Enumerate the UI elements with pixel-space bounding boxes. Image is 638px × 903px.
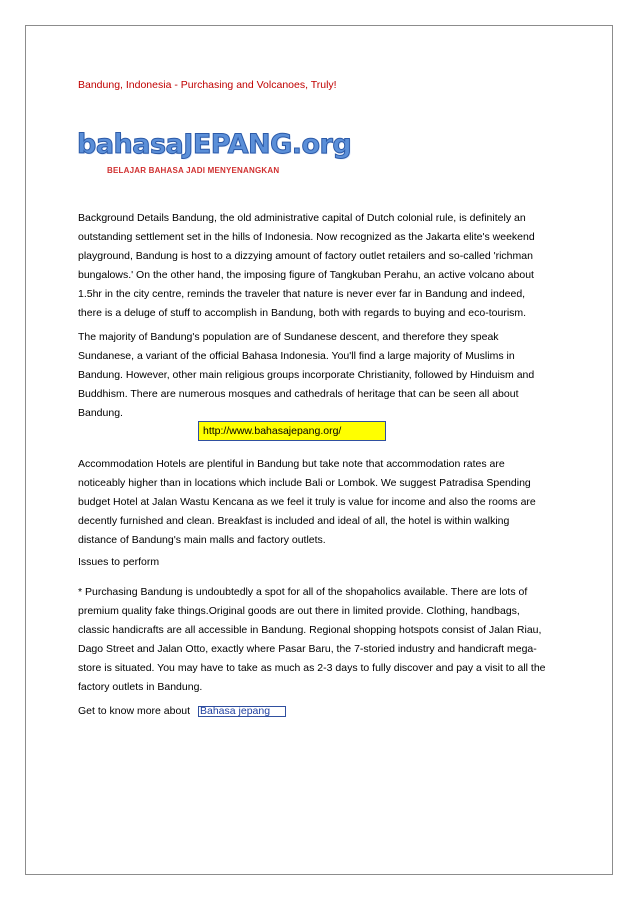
logo-tagline: BELAJAR BAHASA JADI MENYENANGKAN xyxy=(107,166,280,175)
text-line: Bandung. However, other main religious groups incorporate Christianity, followed by Hinduism and xyxy=(78,369,535,381)
text-line: The majority of Bandung's population are of Sundanese descent, and therefore they speak xyxy=(78,331,499,343)
text-line: bungalows.' On the other hand, the imposing figure of Tangkuban Perahu, an active volcano about xyxy=(78,269,534,281)
text-line: budget Hotel at Jalan Wastu Kencana as we feel it truly is value for income and also the rooms are xyxy=(78,496,536,508)
text-line: playground, Bandung is host to a dizzying amount of factory outlet retailers and so-called 'richman xyxy=(78,250,533,262)
text-line: outstanding settlement set in the hills of Indonesia. Now recognized as the Jakarta elite's weekend xyxy=(78,231,535,243)
text-line: Bandung. xyxy=(78,407,123,419)
paragraph-background xyxy=(78,209,568,323)
text-line: premium quality fake things.Original goods are out there in limited provide. Clothing, handbags, xyxy=(78,605,520,617)
text-line: store is situated. You may have to take as much as 2-3 days to fully discover and pay a visit to all the xyxy=(78,662,546,674)
text-line: there is a deluge of stuff to accomplish in Bandung, both with regards to buying and eco-tourism. xyxy=(78,307,527,319)
paragraph-accommodation xyxy=(78,455,568,550)
paragraph-shopping xyxy=(78,583,568,697)
bahasa-jepang-link[interactable]: Bahasa jepang xyxy=(198,706,286,717)
text-line: * Purchasing Bandung is undoubtedly a spot for all of the shopaholics available. There are lots of xyxy=(78,586,528,598)
text-line: distance of Bandung's main malls and factory outlets. xyxy=(78,534,326,546)
logo-wordmark: bahasaJEPANG.org xyxy=(77,129,352,160)
site-logo xyxy=(75,129,352,181)
text-line: Dago Street and Jalan Otto, exactly where Pasar Baru, the 7-storied industry and handicraft mega- xyxy=(78,643,537,655)
text-line: noticeably higher than in locations which include Bali or Lombok. We suggest Patradisa Spending xyxy=(78,477,531,489)
closing-line xyxy=(78,702,568,721)
text-line: 1.5hr in the city centre, reminds the traveler that nature is never ever far in Bandung and indeed, xyxy=(78,288,526,300)
text-line: Buddhism. There are numerous mosques and cathedrals of heritage that can be seen all about xyxy=(78,388,519,400)
paragraph-population xyxy=(78,328,568,423)
closing-prefix: Get to know more about xyxy=(78,705,191,717)
text-line: Sundanese, a variant of the official Bahasa Indonesia. You'll find a large majority of Muslims in xyxy=(78,350,515,362)
website-url-link[interactable]: http://www.bahasajepang.org/ xyxy=(198,421,386,441)
text-line: classic handicrafts are all accessible in Bandung. Regional shopping hotspots consist of Jalan Riau, xyxy=(78,624,542,636)
text-line: Background Details Bandung, the old administrative capital of Dutch colonial rule, is definitely an xyxy=(78,212,526,224)
text-line: factory outlets in Bandung. xyxy=(78,681,203,693)
text-line: Issues to perform xyxy=(78,556,160,568)
text-line: decently furnished and clean. Breakfast is included and ideal of all, the hotel is within walking xyxy=(78,515,510,527)
section-heading-issues xyxy=(78,553,568,572)
text-line: Accommodation Hotels are plentiful in Bandung but take note that accommodation rates are xyxy=(78,458,505,470)
article-title: Bandung, Indonesia - Purchasing and Volcanoes, Truly! xyxy=(78,79,337,91)
